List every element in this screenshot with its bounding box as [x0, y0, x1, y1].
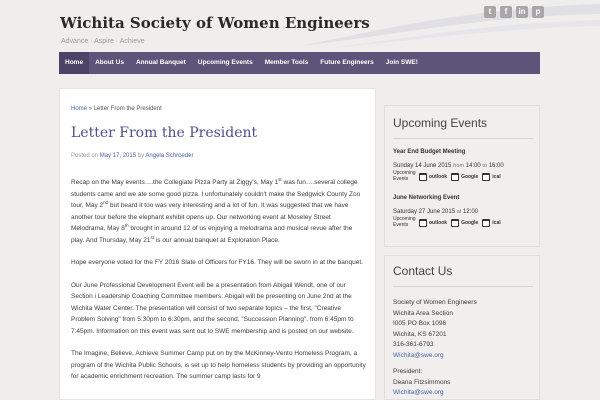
contact-po-box: I005 PO Box 1096: [393, 320, 447, 327]
breadcrumb-home-link[interactable]: Home: [71, 106, 88, 112]
site-tagline: Advance · Aspire · Achieve: [61, 38, 145, 45]
post-meta: [71, 153, 193, 159]
calendar-icon: [419, 219, 427, 227]
event-category: Upcoming Events: [393, 216, 416, 228]
paragraph-officers: Hope everyone voted for the FY 2016 Slate of Officers for FY16. They will be sworn in at the banquet.: [71, 259, 363, 266]
post-date-link[interactable]: May 17, 2015: [99, 153, 137, 159]
calendar-icon: [482, 219, 490, 227]
google-link[interactable]: Google: [461, 219, 479, 226]
event-title[interactable]: June Networking Event: [393, 195, 460, 201]
breadcrumb-separator: »: [88, 106, 93, 112]
breadcrumb-current: Letter From the President: [93, 106, 162, 112]
calendar-icon: [451, 173, 459, 181]
president-label: President:: [393, 368, 423, 375]
post-title: Letter From the President: [71, 125, 258, 141]
contact-section: Wichita Area Section: [393, 309, 453, 317]
site-header: [0, 0, 600, 52]
widget-divider: [393, 138, 533, 139]
contact-widget: [384, 255, 540, 400]
site-title[interactable]: Wichita Society of Women Engineers: [60, 14, 370, 32]
nav-item-annual-banquet[interactable]: Annual Banquet: [135, 59, 186, 66]
facebook-icon[interactable]: f: [500, 6, 512, 18]
event-date: Saturday 27 June 2015 at 12:00: [393, 209, 479, 215]
nav-item-member-tools[interactable]: Member Tools: [264, 59, 309, 66]
calendar-icon: [419, 173, 427, 181]
upcoming-events-widget: [384, 105, 540, 247]
widget-divider: [393, 286, 533, 287]
nav-item-upcoming-events[interactable]: Upcoming Events: [197, 59, 253, 66]
meta-prefix: Posted on: [71, 153, 99, 159]
ical-link[interactable]: ical: [492, 173, 501, 180]
widget-title-contact: Contact Us: [393, 264, 453, 278]
calendar-icon: [482, 173, 490, 181]
contact-details: [393, 298, 477, 399]
contact-email-link[interactable]: Wichita@swe.org: [393, 351, 444, 359]
event-date: Sunday 14 June 2015 from 14:00 to 16:00: [393, 163, 504, 169]
event-category: Upcoming Events: [393, 170, 416, 182]
nav-item-future-engineers[interactable]: Future Engineers: [320, 59, 374, 66]
google-link[interactable]: Google: [461, 173, 479, 180]
event-calendar-links: [393, 217, 501, 228]
main-nav: [59, 52, 540, 74]
event-title[interactable]: Year End Budget Meeting: [393, 149, 466, 155]
nav-item-home[interactable]: Home: [59, 52, 89, 74]
contact-org: Society of Women Engineers: [393, 299, 477, 306]
nav-item-about-us[interactable]: About Us: [95, 59, 124, 66]
post-body: [71, 177, 366, 394]
main-content: [59, 88, 376, 400]
president-email-link[interactable]: Wichita@swe.org: [393, 389, 444, 396]
widget-title-upcoming: Upcoming Events: [393, 116, 488, 130]
outlook-link[interactable]: outlook: [429, 173, 448, 180]
twitter-icon[interactable]: t: [484, 6, 496, 18]
event-calendar-links: [393, 171, 501, 182]
paragraph-recap: Recap on the May events….the Collegiate Pizza Party at Ziggy's, May 1st was fun….several college students came and we ate some good pizza. I unfortunately couldn't make the Sedgwick County Zoo tour, May 2nd but heard it too was very interesting and a lot of fun. It was suggested that we have another tour before the elephant exhibit opens up. Our networking event at Moseley Street Melodrama, May 8th brought in around 12 of us enjoying a melodrama and musical revue after the play. And Thursday, May 21st is our annual banquet at Exploration Place.: [71, 176, 361, 244]
paragraph-summer-camp: The Imagine, Believe, Achieve Summer Camp put on by the McKinney-Vento Homeless Program, a program of the Wichita Public Schools, is set up to help homeless students by providing an opportunity for academic enrichment recreation. The summer camp lasts for 9: [71, 350, 366, 380]
linkedin-icon[interactable]: in: [516, 6, 528, 18]
breadcrumb: [71, 106, 162, 112]
pinterest-icon[interactable]: p: [532, 6, 544, 18]
paragraph-june-event: Our June Professional Development Event will be a presentation from Abigail Wendt, one of our Section i Leadership Coaching Committee members. Abigail will be presenting on June 2nd at the Wichita Water Center. The presentation will consist of two separate topics – the first, "Creative Problem Solving" from 5:30pm to 6:30pm, and the second, "Succession Planning", from 6:45pm to 7:45pm. Information on this event was sent out to SWE membership and is posted on our website.: [71, 281, 354, 335]
president-name: Deana Fitzsimmons: [393, 378, 451, 386]
outlook-link[interactable]: outlook: [429, 219, 448, 226]
contact-phone: 316-361-6793: [393, 341, 434, 348]
contact-city: Wichita, KS 67201: [393, 330, 447, 338]
ical-link[interactable]: ical: [492, 219, 501, 226]
social-links: [484, 6, 544, 18]
post-author-link[interactable]: Angela Schroeder: [145, 153, 194, 159]
calendar-icon: [451, 219, 459, 227]
nav-item-join-swe[interactable]: Join SWE!: [385, 59, 418, 66]
meta-by: by: [137, 153, 145, 159]
